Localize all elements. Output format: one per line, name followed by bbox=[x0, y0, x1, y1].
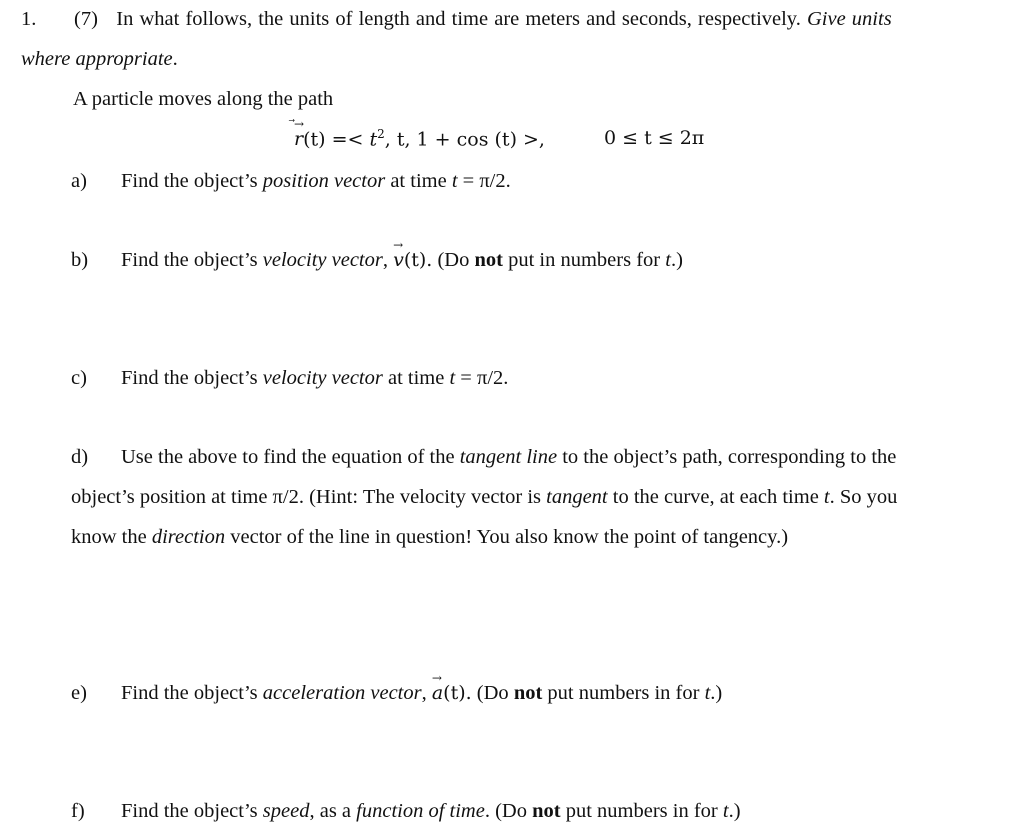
instruction-end: . bbox=[172, 48, 178, 70]
problem-points: (7) bbox=[74, 8, 98, 30]
instruction-line-2 bbox=[21, 48, 178, 71]
part-f-label: f) bbox=[71, 800, 85, 822]
part-f-emphasis: speed bbox=[262, 800, 310, 822]
path-intro: A particle moves along the path bbox=[73, 88, 334, 110]
a-vector-symbol: a → (t). bbox=[431, 671, 472, 704]
instruction-text-1: Give units bbox=[806, 8, 892, 30]
part-c-emphasis: velocity vector bbox=[262, 367, 383, 389]
equation-comp1: t bbox=[369, 128, 378, 151]
part-a-text: Find the object’s position vector at time t = π/2. bbox=[121, 170, 511, 192]
equation-exponent: 2 bbox=[377, 127, 385, 141]
part-a-emphasis: position vector bbox=[262, 170, 386, 192]
part-d-line1: Use the above to find the equation of the tangent line to the object’s path, corresponding to the bbox=[121, 446, 897, 468]
part-b-label: b) bbox=[71, 249, 89, 271]
path-equation bbox=[294, 117, 545, 151]
equation-rest: , t, 1 + cos (t) >, bbox=[384, 128, 545, 151]
equation-lhs: (t) =< bbox=[303, 128, 364, 151]
part-b-emphasis: velocity vector bbox=[262, 249, 383, 271]
problem-intro bbox=[74, 8, 892, 31]
part-f-emphasis-2: function of time bbox=[356, 800, 485, 822]
part-e-label: e) bbox=[71, 682, 87, 704]
part-f-bold: not bbox=[532, 800, 561, 822]
part-f-text: Find the object’s speed, as a function of time. (Do not put numbers in for t.) bbox=[121, 800, 741, 822]
v-vector-symbol: v → (t). bbox=[393, 238, 433, 271]
part-d-emphasis-3: direction bbox=[151, 526, 226, 548]
part-b-bold: not bbox=[474, 249, 503, 271]
intro-text: In what follows, the units of length and time are meters and seconds, respectively. bbox=[116, 8, 801, 30]
instruction-text-2: where appropriate bbox=[21, 48, 173, 70]
part-d-line3: know the direction vector of the line in question! You also know the point of tangency.) bbox=[71, 526, 789, 548]
r-vector-symbol: r → bbox=[294, 117, 305, 151]
equation-domain: 0 ≤ t ≤ 2π bbox=[604, 127, 705, 149]
part-e-text: Find the object’s acceleration vector, a → (t). (Do not put numbers in for t.) bbox=[121, 671, 723, 704]
part-e-bold: not bbox=[513, 682, 543, 704]
problem-number: 1. bbox=[21, 8, 37, 30]
part-c-label: c) bbox=[71, 367, 87, 389]
part-c-text: Find the object’s velocity vector at time t = π/2. bbox=[121, 367, 509, 389]
part-d-emphasis-2: tangent bbox=[546, 486, 608, 508]
part-a-label: a) bbox=[71, 170, 87, 192]
part-d-emphasis-1: tangent line bbox=[459, 446, 558, 468]
part-d-line2: object’s position at time π/2. (Hint: The velocity vector is tangent to the curve, at each time t. So you bbox=[71, 486, 898, 508]
part-d-label: d) bbox=[71, 446, 89, 468]
part-e-emphasis: acceleration vector bbox=[262, 682, 422, 704]
part-b-text: Find the object’s velocity vector, v → (t). (Do not put in numbers for t.) bbox=[121, 238, 683, 271]
